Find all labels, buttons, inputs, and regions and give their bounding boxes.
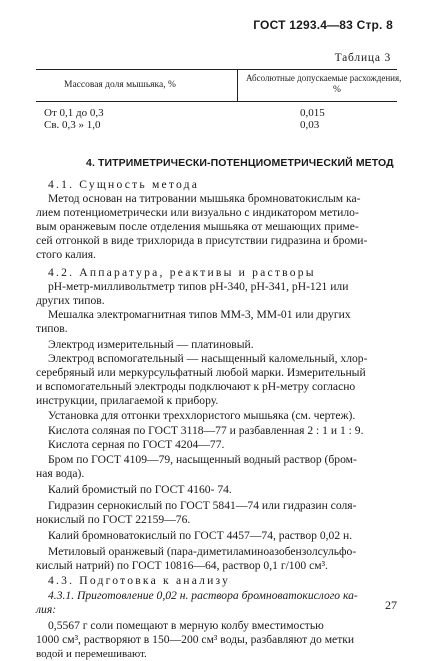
body-line: Электрод измерительный — платиновый. xyxy=(48,338,254,351)
table-label: Таблица 3 xyxy=(334,52,391,64)
body-line: Кислота соляная по ГОСТ 3118—77 и разбавленная 2 : 1 и 1 : 9. xyxy=(48,424,364,437)
body-line: Бром по ГОСТ 4109—79, насыщенный водный раствор (бром- xyxy=(48,453,357,466)
body-line: Калий бромноватокислый по ГОСТ 4457—74, раствор 0,02 н. xyxy=(48,529,353,542)
table-row-value: 0,03 xyxy=(300,119,320,131)
body-line: типов. xyxy=(36,322,68,335)
body-line: стого калия. xyxy=(36,248,96,261)
table-col1-header: Массовая доля мышьяка, % xyxy=(64,80,176,90)
table-top-rule xyxy=(36,69,397,70)
body-line: Установка для отгонки треххлористого мышьяка (см. чертеж). xyxy=(48,409,356,422)
body-line: 4.3.1. Приготовление 0,02 н. раствора бромноватокислого ка- xyxy=(48,589,358,602)
body-line: и вспомогательный электроды подключают к pH-метру согласно xyxy=(36,380,356,393)
body-line: Электрод вспомогательный — насыщенный каломельный, хлор- xyxy=(48,352,368,365)
body-line: лием потенциометрически или визуально с индикатором метило- xyxy=(36,206,359,219)
table-header-rule xyxy=(36,101,397,102)
body-line: Гидразин сернокислый по ГОСТ 5841—74 или гидразин соля- xyxy=(48,499,357,512)
table-row-range: Св. 0,3 » 1,0 xyxy=(44,119,101,131)
body-line: Кислота серная по ГОСТ 4204—77. xyxy=(48,438,225,451)
table-col2-header-unit: % xyxy=(333,85,341,95)
page-number: 27 xyxy=(385,598,397,612)
table-col2-header: Абсолютные допускаемые расхождения, xyxy=(246,73,402,83)
body-line: сей отгонкой в виде трихлорида в присутствии гидразина и броми- xyxy=(36,234,368,247)
body-line: вым оранжевым после отделения мышьяка от мешающих приме- xyxy=(36,220,359,233)
body-line: водой и перемешивают. xyxy=(36,648,147,660)
table-row-value: 0,015 xyxy=(300,107,325,119)
body-line: ная вода). xyxy=(36,467,85,480)
table-row-range: От 0,1 до 0,3 xyxy=(44,107,104,119)
body-line: кислый натрий) по ГОСТ 10816—64, раствор 0,1 г/100 см³. xyxy=(36,559,328,572)
body-line: серебряный или меркурсульфатный любой марки. Измерительный xyxy=(36,366,366,379)
body-line: Калий бромистый по ГОСТ 4160- 74. xyxy=(48,483,232,496)
section-title: 4. ТИТРИМЕТРИЧЕСКИ-ПОТЕНЦИОМЕТРИЧЕСКИЙ МЕТОД xyxy=(86,157,394,169)
subsection-heading: 4.1. Сущность метода xyxy=(48,178,200,191)
body-line: 1000 см³, растворяют в 150—200 см³ воды, разбавляют до метки xyxy=(36,633,355,646)
table-column-divider xyxy=(237,69,238,101)
body-line: pH-метр-милливольтметр типов pH-340, pH-341, pH-121 или xyxy=(48,280,349,293)
body-line: 0,5567 г соли помещают в мерную колбу вместимостью xyxy=(48,619,324,632)
page-header: ГОСТ 1293.4—83 Стр. 8 xyxy=(253,18,393,32)
body-line: лия: xyxy=(36,603,57,616)
body-line: нокислый по ГОСТ 22159—76. xyxy=(36,513,191,526)
body-line: Метиловый оранжевый (пара-диметиламиноазобензолсульфо- xyxy=(48,545,357,558)
body-line: других типов. xyxy=(36,294,105,307)
body-line: Мешалка электромагнитная типов ММ-3, ММ-01 или других xyxy=(48,308,351,321)
subsection-heading: 4.3. Подготовка к анализу xyxy=(48,574,231,587)
subsection-heading: 4.2. Аппаратура, реактивы и растворы xyxy=(48,266,316,279)
body-line: инструкции, прилагаемой к прибору. xyxy=(36,394,219,407)
body-line: Метод основан на титровании мышьяка бромноватокислым ка- xyxy=(48,192,361,205)
